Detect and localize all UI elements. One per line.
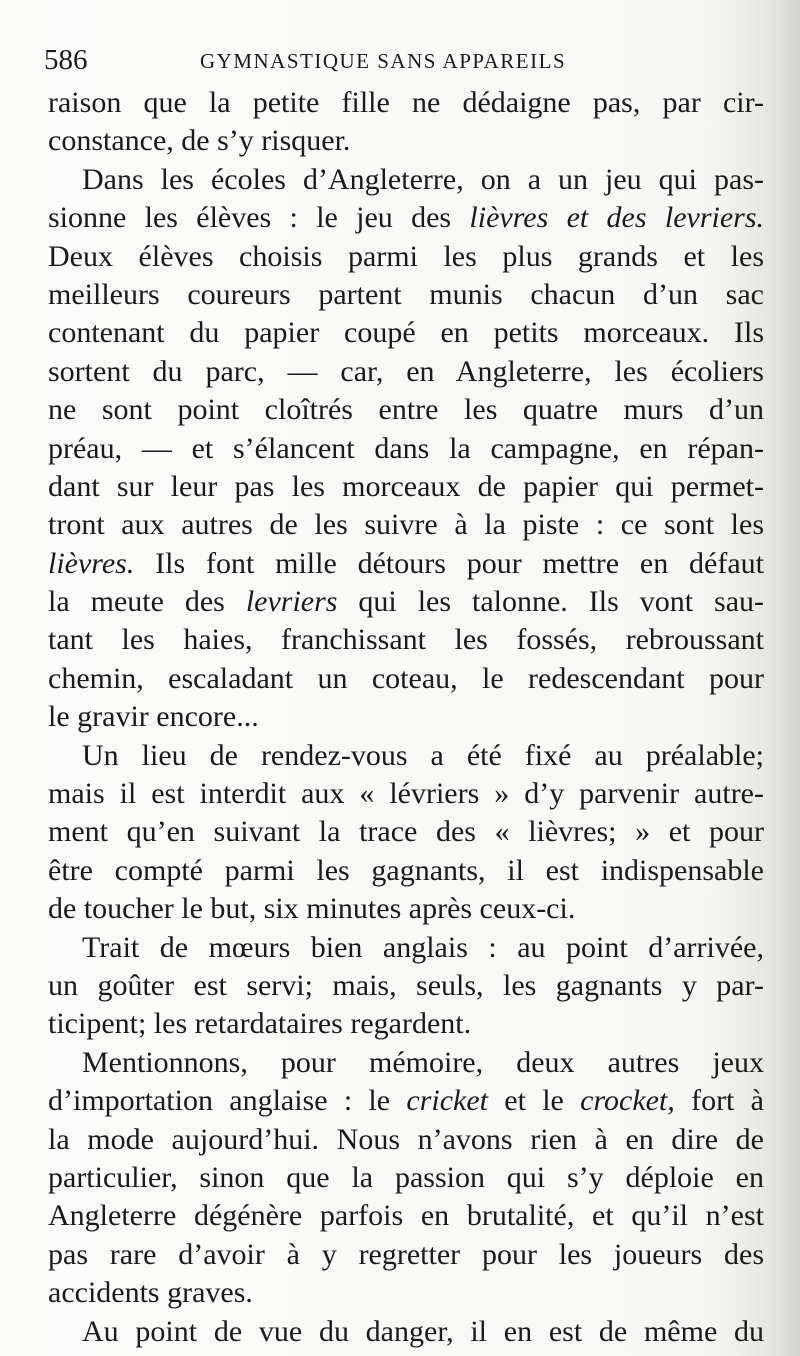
text-run: raison que la petite fille ne dédaigne pas, par cir- [48, 86, 764, 119]
text-line [48, 122, 764, 160]
text-run: tant les haies, franchissant les fossés, rebroussant [48, 623, 764, 657]
text-line [48, 314, 764, 352]
text-line [48, 84, 764, 122]
text-line [48, 967, 764, 1005]
text-run: la mode aujourd’hui. Nous n’avons rien à en dire de [48, 1122, 764, 1156]
text-line [48, 890, 764, 928]
text-run: pas rare d’avoir à y regretter pour les joueurs des [48, 1237, 764, 1271]
text-line [48, 1005, 764, 1043]
text-run: dant sur leur pas les morceaux de papier qui permet- [48, 469, 764, 503]
text-run: sionne les élèves : le jeu des [48, 201, 470, 235]
text-run: de toucher le but, six minutes après ceux-ci. [48, 892, 576, 926]
text-run: mais il est interdit aux « lévriers » d’y parvenir autre- [48, 777, 764, 811]
text-line [48, 660, 764, 698]
text-line [48, 468, 764, 506]
text-line [48, 1159, 764, 1197]
text-line [48, 621, 764, 659]
text-line [48, 276, 764, 314]
text-line [48, 506, 764, 544]
body-text [48, 84, 764, 1351]
text-line [48, 737, 764, 775]
text-run: préau, — et s’élancent dans la campagne, en répan- [48, 431, 764, 465]
text-run: tront aux autres de les suivre à la piste : ce sont les [48, 508, 764, 542]
text-run: fort à [674, 1084, 764, 1118]
text-run: chemin, escaladant un coteau, le redescendant pour [48, 661, 764, 695]
page-number: 586 [44, 44, 88, 76]
text-run: Ils font mille détours pour mettre en défaut [134, 546, 764, 580]
text-run: d’importation anglaise : le [48, 1084, 407, 1118]
text-line [48, 813, 764, 851]
text-line [48, 583, 764, 621]
text-run: ticipent; les retardataires regardent. [48, 1007, 472, 1041]
text-run: ne sont point cloîtrés entre les quatre murs d’un [48, 393, 764, 427]
text-line [48, 929, 764, 967]
text-run: le gravir encore... [48, 700, 259, 734]
text-run: qui les talonne. Ils vont sau- [337, 585, 764, 619]
text-run: Trait de mœurs bien anglais : au point d’arrivée, [82, 930, 764, 964]
italic-term: crocket, [580, 1084, 675, 1118]
italic-term: levriers [245, 585, 338, 619]
text-run: la meute des [48, 585, 246, 619]
text-line [48, 1197, 764, 1235]
italic-term: lièvres. [48, 546, 135, 580]
text-run: et le [487, 1084, 581, 1118]
text-line [48, 391, 764, 429]
text-line [48, 1236, 764, 1274]
text-line [48, 1082, 764, 1120]
text-run: un goûter est servi; mais, seuls, les gagnants y par- [48, 968, 764, 1002]
text-line [48, 775, 764, 813]
text-line [48, 1044, 764, 1082]
text-run: Dans les écoles d’Angleterre, on a un jeu qui pas- [82, 162, 764, 196]
text-line [48, 353, 764, 391]
text-run: ment qu’en suivant la trace des « lièvres; » et pour [48, 815, 764, 849]
text-run: Mentionnons, pour mémoire, deux autres jeux [82, 1045, 764, 1079]
text-line [48, 238, 764, 276]
text-line [48, 852, 764, 890]
text-run: accidents graves. [48, 1276, 253, 1310]
text-run: être compté parmi les gagnants, il est indispensable [48, 853, 764, 887]
text-line [48, 199, 764, 237]
text-run: sortent du parc, — car, en Angleterre, les écoliers [48, 354, 764, 388]
text-line [48, 698, 764, 736]
text-line [48, 545, 764, 583]
text-run: contenant du papier coupé en petits morceaux. Ils [48, 316, 764, 350]
text-run: meilleurs coureurs partent munis chacun d’un sac [48, 277, 764, 311]
italic-term: cricket [406, 1084, 488, 1118]
text-run: Un lieu de rendez-vous a été fixé au préalable; [82, 738, 764, 772]
text-line [48, 1274, 764, 1312]
text-line [48, 1313, 764, 1351]
text-run: constance, de s’y risquer. [48, 124, 351, 158]
text-run: Deux élèves choisis parmi les plus grands et les [48, 239, 764, 273]
italic-term: lièvres et des levriers. [469, 201, 764, 235]
text-line [48, 1121, 764, 1159]
text-run: particulier, sinon que la passion qui s’y déploie en [48, 1160, 764, 1194]
text-line [48, 430, 764, 468]
text-run: Au point de vue du danger, il en est de même du [82, 1314, 764, 1348]
running-title: GYMNASTIQUE SANS APPAREILS [200, 49, 567, 73]
page-header [44, 40, 744, 80]
text-line [48, 161, 764, 199]
text-run: Angleterre dégénère parfois en brutalité, et qu’il n’est [48, 1199, 764, 1233]
